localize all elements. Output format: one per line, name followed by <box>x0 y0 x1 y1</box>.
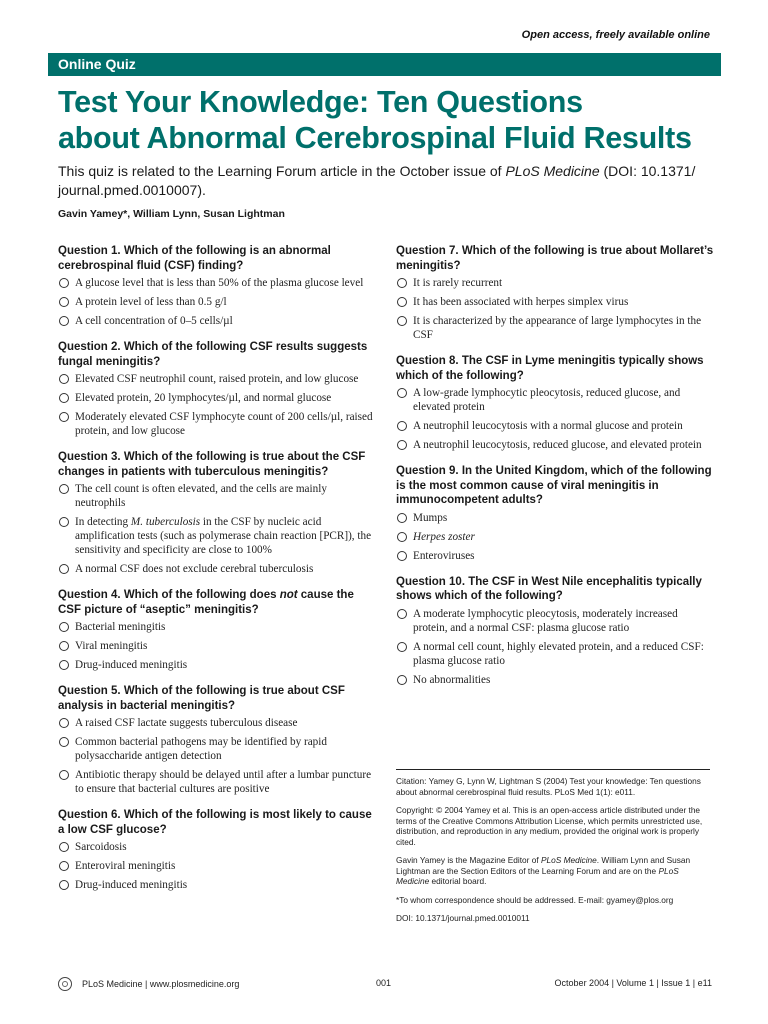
editors-post: editorial board. <box>429 876 487 886</box>
option-label: Moderately elevated CSF lymphocyte count of 200 cells/µl, raised protein, and low glucose <box>75 411 373 437</box>
option-label: Elevated CSF neutrophil count, raised protein, and low glucose <box>75 373 359 385</box>
option-label: Viral meningitis <box>75 640 148 652</box>
question-7 <box>396 244 714 342</box>
option-label: A neutrophil leucocytosis with a normal glucose and protein <box>413 420 683 432</box>
author-list: Gavin Yamey*, William Lynn, Susan Lightman <box>58 208 285 220</box>
question-title: Question 6. Which of the following is most likely to cause a low CSF glucose? <box>58 809 372 836</box>
option-label: Drug-induced meningitis <box>75 659 188 671</box>
option-label: Enteroviral meningitis <box>75 860 176 872</box>
radio-circle-icon[interactable] <box>397 513 407 523</box>
radio-circle-icon[interactable] <box>59 278 69 288</box>
title-line-2: about Abnormal Cerebrospinal Fluid Results <box>58 121 692 155</box>
answer-option[interactable] <box>58 658 376 672</box>
radio-circle-icon[interactable] <box>59 737 69 747</box>
page-footer <box>58 977 712 991</box>
radio-circle-icon[interactable] <box>59 641 69 651</box>
right-column <box>396 244 714 699</box>
radio-circle-icon[interactable] <box>59 861 69 871</box>
answer-option[interactable] <box>58 620 376 634</box>
open-access-label: Open access, freely available online <box>521 29 710 41</box>
answer-option[interactable] <box>58 515 376 557</box>
option-label: A cell concentration of 0–5 cells/µl <box>75 315 233 327</box>
section-banner: Online Quiz <box>48 53 721 76</box>
option-label: No abnormalities <box>413 673 491 686</box>
doi-note: DOI: 10.1371/journal.pmed.0010011 <box>396 913 530 923</box>
question-9 <box>396 464 714 563</box>
option-label: The cell count is often elevated, and the cells are mainly neutrophils <box>75 483 327 509</box>
citation-note: Citation: Yamey G, Lynn W, Lightman S (2004) Test your knowledge: Ten questions about abnormal cerebrospinal fluid results. PLoS Med 1(1): e011. <box>396 776 701 797</box>
editors-journal-2: PLoS Medicine <box>396 865 679 886</box>
answer-option[interactable] <box>58 295 376 309</box>
option-label: A low-grade lymphocytic pleocytosis, reduced glucose, and elevated protein <box>413 387 681 413</box>
radio-circle-icon[interactable] <box>59 880 69 890</box>
answer-option[interactable] <box>396 673 714 687</box>
answer-option[interactable] <box>58 735 376 763</box>
radio-circle-icon[interactable] <box>59 770 69 780</box>
option-label: It is rarely recurrent <box>413 277 503 289</box>
answer-option[interactable] <box>58 878 376 892</box>
answer-option[interactable] <box>396 386 714 414</box>
page-number: 001 <box>376 978 392 988</box>
question-10 <box>396 575 714 687</box>
option-label: It has been associated with herpes simplex virus <box>413 296 629 308</box>
option-label: A protein level of less than 0.5 g/l <box>75 296 227 308</box>
answer-option[interactable] <box>396 438 714 452</box>
option-label: A neutrophil leucocytosis, reduced glucose, and elevated protein <box>413 439 702 451</box>
organism-name: M. tuberculosis <box>130 516 201 528</box>
option-label: A moderate lymphocytic pleocytosis, moderately increased protein, and a normal CSF: plasma glucose ratio <box>413 607 678 634</box>
answer-option[interactable] <box>58 314 376 328</box>
option-label: A normal cell count, highly elevated protein, and a reduced CSF: plasma glucose ratio <box>413 640 704 667</box>
option-label: Elevated protein, 20 lymphocytes/µl, and normal glucose <box>75 392 332 404</box>
answer-option[interactable] <box>58 639 376 653</box>
radio-circle-icon[interactable] <box>397 675 407 685</box>
answer-option[interactable] <box>396 314 714 342</box>
answer-option[interactable] <box>396 549 714 563</box>
radio-circle-icon[interactable] <box>397 278 407 288</box>
answer-option[interactable] <box>396 511 714 525</box>
intro-text <box>58 162 718 200</box>
option-label: A normal CSF does not exclude cerebral tuberculosis <box>75 563 314 575</box>
question-8 <box>396 354 714 452</box>
option-label: Drug-induced meningitis <box>75 879 188 891</box>
answer-option[interactable] <box>58 410 376 438</box>
radio-circle-icon[interactable] <box>397 642 407 652</box>
option-label: Sarcoidosis <box>75 841 127 853</box>
radio-circle-icon[interactable] <box>397 316 407 326</box>
radio-circle-icon[interactable] <box>59 297 69 307</box>
question-2 <box>58 340 376 438</box>
question-title <box>58 588 376 617</box>
option-label: A glucose level that is less than 50% of the plasma glucose level <box>75 277 364 289</box>
option-label: Enteroviruses <box>413 549 475 562</box>
copyright-note: Copyright: © 2004 Yamey et al. This is an open-access article distributed under the terms of the Creative Commons Attribution License, which permits unrestricted use, distribution, and reproduction in any medium, provided the original work is properly cited. <box>396 805 703 847</box>
question-title: Question 3. Which of the following is true about the CSF changes in patients with tuberculous meningitis? <box>58 451 366 478</box>
title-pre: Question 4. Which of the following does <box>58 589 280 601</box>
question-title: Question 2. Which of the following CSF results suggests fungal meningitis? <box>58 341 368 368</box>
answer-option[interactable] <box>58 482 376 510</box>
radio-circle-icon[interactable] <box>59 517 69 527</box>
editors-mid: . William Lynn and Susan Lightman are the Section Editors of the Learning Forum and are on the <box>396 855 691 876</box>
editors-pre: Gavin Yamey is the Magazine Editor of <box>396 855 541 865</box>
option-text-pre: In detecting <box>75 516 131 528</box>
radio-circle-icon[interactable] <box>59 842 69 852</box>
radio-circle-icon[interactable] <box>397 297 407 307</box>
footer-journal-text[interactable]: PLoS Medicine | www.plosmedicine.org <box>82 979 240 989</box>
intro-journal: PLoS Medicine <box>505 163 600 179</box>
answer-option[interactable] <box>58 768 376 796</box>
question-title: Question 10. The CSF in West Nile encephalitis typically shows which of the following? <box>396 575 702 602</box>
radio-circle-icon[interactable] <box>59 374 69 384</box>
answer-option[interactable] <box>58 562 376 576</box>
radio-circle-icon[interactable] <box>59 316 69 326</box>
radio-circle-icon[interactable] <box>397 421 407 431</box>
question-1 <box>58 244 376 328</box>
left-column <box>58 244 376 904</box>
radio-circle-icon[interactable] <box>59 622 69 632</box>
question-3 <box>58 450 376 576</box>
title-emphasis: not <box>279 589 298 601</box>
page-title <box>58 84 738 156</box>
option-label: A raised CSF lactate suggests tuberculous disease <box>75 717 298 729</box>
option-label: Common bacterial pathogens may be identified by rapid polysaccharide antigen detection <box>75 736 327 762</box>
editors-journal-1: PLoS Medicine <box>540 855 597 865</box>
answer-option[interactable] <box>396 640 714 668</box>
article-notes <box>396 776 712 932</box>
radio-circle-icon[interactable] <box>397 609 407 619</box>
question-title: Question 1. Which of the following is an abnormal cerebrospinal fluid (CSF) finding? <box>58 245 331 272</box>
title-line-1: Test Your Knowledge: Ten Questions <box>58 85 583 119</box>
option-label: Herpes zoster <box>413 530 475 543</box>
option-label: It is characterized by the appearance of large lymphocytes in the CSF <box>413 315 702 341</box>
answer-option[interactable] <box>58 840 376 854</box>
option-label: Mumps <box>413 511 448 524</box>
answer-option[interactable] <box>396 419 714 433</box>
radio-circle-icon[interactable] <box>397 532 407 542</box>
correspondence-note: *To whom correspondence should be addressed. E-mail: gyamey@plos.org <box>396 894 674 905</box>
radio-circle-icon[interactable] <box>59 412 69 422</box>
answer-option[interactable] <box>58 276 376 290</box>
intro-pre: This quiz is related to the Learning Forum article in the October issue of <box>58 163 506 179</box>
option-label: Bacterial meningitis <box>75 621 166 633</box>
option-label <box>75 515 376 557</box>
answer-option[interactable] <box>396 276 714 290</box>
answer-option[interactable] <box>58 716 376 730</box>
issue-info: October 2004 | Volume 1 | Issue 1 | e11 <box>554 978 712 988</box>
footer-journal <box>58 977 239 991</box>
title-post: cause the CSF picture of “aseptic” meningitis? <box>58 589 354 616</box>
radio-circle-icon[interactable] <box>59 718 69 728</box>
notes-divider <box>396 769 710 770</box>
answer-option[interactable] <box>58 859 376 873</box>
intro-post: (DOI: 10.1371/ journal.pmed.0010007). <box>58 163 696 198</box>
question-4 <box>58 588 376 672</box>
radio-circle-icon[interactable] <box>397 388 407 398</box>
answer-option[interactable] <box>58 391 376 405</box>
question-title: Question 8. The CSF in Lyme meningitis typically shows which of the following? <box>396 355 704 382</box>
question-title: Question 9. In the United Kingdom, which of the following is the most common cause of viral meningitis in immunocompetent adults? <box>396 465 712 506</box>
radio-circle-icon[interactable] <box>59 393 69 403</box>
answer-option[interactable] <box>396 607 714 635</box>
answer-option[interactable] <box>58 372 376 386</box>
editors-note <box>396 855 712 887</box>
question-title: Question 7. Which of the following is true about Mollaret’s meningitis? <box>396 245 714 272</box>
radio-circle-icon[interactable] <box>397 551 407 561</box>
option-text-post: in the CSF by nucleic acid amplification tests (such as polymerase chain reaction [PCR]), the sensitivity and specificity are close to 100% <box>75 516 372 556</box>
question-5 <box>58 684 376 796</box>
question-title: Question 5. Which of the following is true about CSF analysis in bacterial meningitis? <box>58 685 345 712</box>
radio-circle-icon[interactable] <box>397 440 407 450</box>
radio-circle-icon[interactable] <box>59 484 69 494</box>
radio-circle-icon[interactable] <box>59 564 69 574</box>
question-6 <box>58 808 376 892</box>
plos-logo-icon <box>58 977 72 991</box>
answer-option[interactable] <box>396 530 714 544</box>
radio-circle-icon[interactable] <box>59 660 69 670</box>
answer-option[interactable] <box>396 295 714 309</box>
option-label: Antibiotic therapy should be delayed until after a lumbar puncture to ensure that bacterial cultures are positive <box>75 769 372 795</box>
